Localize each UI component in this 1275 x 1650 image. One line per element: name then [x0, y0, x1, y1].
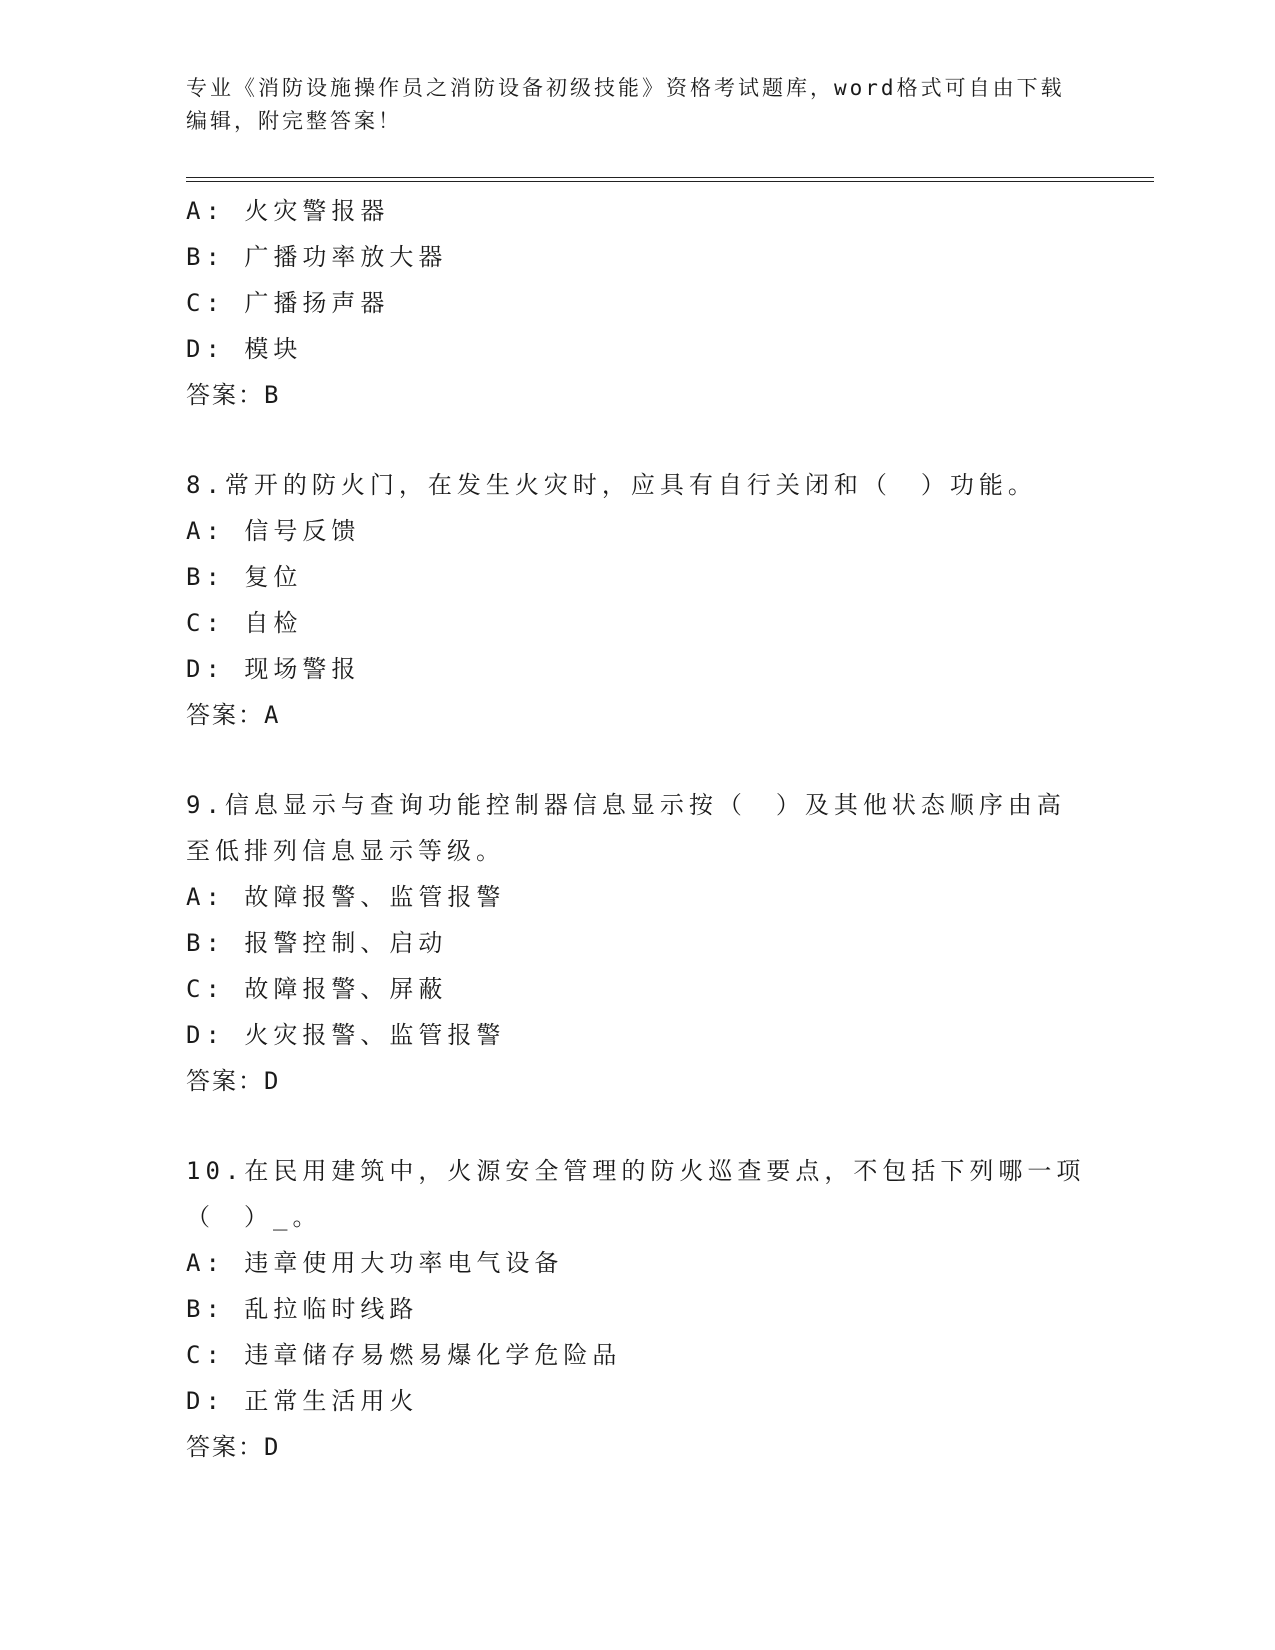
option-c: C: 故障报警、屏蔽 — [186, 975, 448, 1003]
question-9 — [186, 782, 1086, 1104]
option-c: C: 违章储存易燃易爆化学危险品 — [186, 1341, 622, 1369]
question-stem-line-2: 至低排列信息显示等级。 — [186, 837, 505, 865]
option-a: A: 火灾警报器 — [186, 197, 390, 225]
option-a: A: 信号反馈 — [186, 517, 361, 545]
option-c: C: 自检 — [186, 609, 303, 637]
option-d: D: 正常生活用火 — [186, 1387, 419, 1415]
option-b: B: 乱拉临时线路 — [186, 1295, 419, 1323]
option-b: B: 复位 — [186, 563, 303, 591]
question-stem-line-1: 10.在民用建筑中，火源安全管理的防火巡查要点，不包括下列哪一项 — [186, 1157, 1086, 1185]
spacer — [186, 1104, 1086, 1148]
option-d: D: 模块 — [186, 335, 303, 363]
question-stem-line-2: （ ）_。 — [186, 1203, 322, 1231]
question-stem-line-1: 9.信息显示与查询功能控制器信息显示按（ ）及其他状态顺序由高 — [186, 791, 1066, 819]
option-a: A: 违章使用大功率电气设备 — [186, 1249, 564, 1277]
option-a: A: 故障报警、监管报警 — [186, 883, 506, 911]
header-divider — [186, 177, 1154, 182]
spacer — [186, 418, 1086, 462]
option-b: B: 报警控制、启动 — [186, 929, 448, 957]
answer: 答案：D — [186, 1433, 281, 1461]
option-d: D: 现场警报 — [186, 655, 361, 683]
question-stem: 8.常开的防火门，在发生火灾时，应具有自行关闭和（ ）功能。 — [186, 471, 1037, 499]
question-8 — [186, 462, 1086, 738]
option-d: D: 火灾报警、监管报警 — [186, 1021, 506, 1049]
question-7 — [186, 188, 1086, 418]
answer: 答案：D — [186, 1067, 281, 1095]
question-10 — [186, 1148, 1086, 1470]
answer: 答案：B — [186, 381, 281, 409]
spacer — [186, 738, 1086, 782]
question-list — [186, 188, 1086, 1470]
option-c: C: 广播扬声器 — [186, 289, 390, 317]
answer: 答案：A — [186, 701, 281, 729]
option-b: B: 广播功率放大器 — [186, 243, 448, 271]
document-header: 专业《消防设施操作员之消防设备初级技能》资格考试题库，word格式可自由下载编辑，附完整答案！ — [186, 76, 1065, 133]
